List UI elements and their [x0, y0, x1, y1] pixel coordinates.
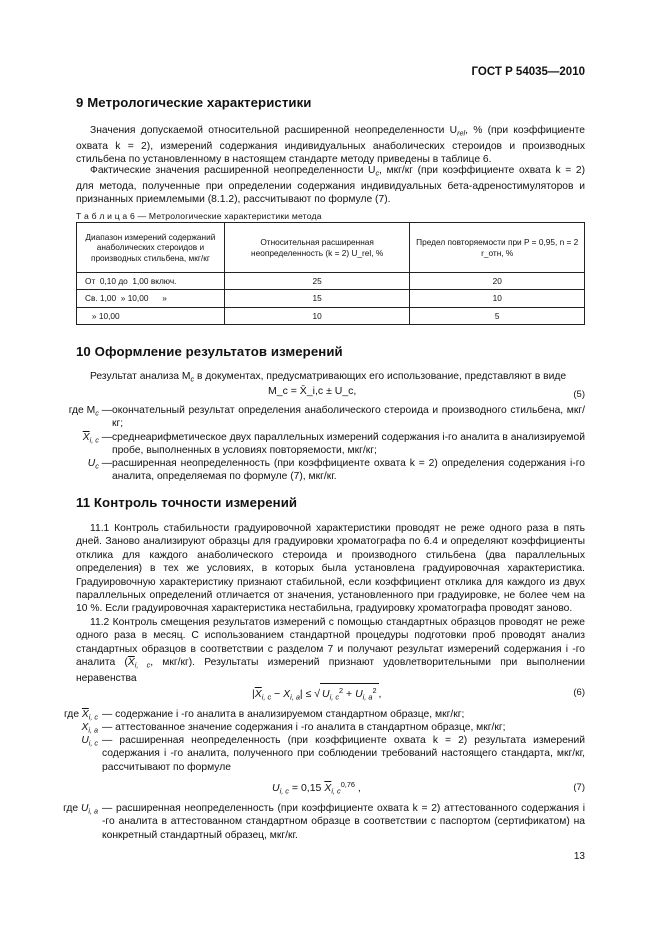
section-9-paragraph-1: Значения допускаемой относительной расширенной неопределенности $U_{rel}$, % (при коэффициенте охвата k = 2), измерений содержания индивидуальных анаболических стероидов и производных стильбена по установленному в настоящем стандарте методу приведены в таблице 6. [76, 125, 585, 166]
section-11-paragraph-2: 11.2 Контроль смещения результатов измерений с помощью стандартных образцов проводят не реже одного раза в месяц. С использованием стандартной процедуры подготовки проб проводят анализ стандартных образцов в соответствии с разделом 7 и получают результат измерений содержания i -го аналита ($\overline{X}_{i, c}$, мкг/кг). Результаты измерений признают удовлетворительными при выполнении неравенства [76, 617, 585, 685]
table-row [77, 307, 585, 324]
table-row [77, 273, 585, 290]
table-cell-repeatability: 20 [410, 273, 585, 290]
definition-xic-2: где $\overline{X}_{i, c}$ — содержание i -го аналита в анализируемом стандартном образце, мкг/кг; [64, 709, 465, 722]
definition-xic: $\overline{X}_{i, c}$ — среднеарифметическое двух параллельных измерений содержания i-го аналита в анализируемой пробе, выполненных в условиях повторяемости, мкг/кг; [82, 432, 585, 457]
table-cell-repeatability: 5 [410, 307, 585, 324]
section-10-title: 10 Оформление результатов измерений [76, 344, 343, 359]
table-cell-uncertainty: 10 [224, 307, 410, 324]
definition-uc: $U_c$ — расширенная неопределенность (при коэффициенте охвата k = 2) определения содержания i-го аналита, определяемая по формуле (7), мкг/кг. [87, 458, 585, 483]
table-cell-range: От 0,10 до 1,00 включ. [77, 273, 225, 290]
equation-number-7: (7) [573, 782, 585, 793]
table-cell-range: » 10,00 [77, 307, 225, 324]
definition-mc: где $M_c$ — окончательный результат определения анаболического стероида и производного стильбена, мкг/кг; [68, 405, 585, 430]
formula-5: M_c = X̄_i,c ± U_c, [268, 385, 357, 397]
table-header-uncertainty: Относительная расширенная неопределенность (k = 2) U_rel, % [224, 223, 410, 273]
formula-6: $|\overline{X}_{i, c} - X_{i, a}|$ ≤ √ $U_{i, c}^2 + U_{i, a}^2$ , [252, 683, 381, 704]
table-header-row [77, 223, 585, 273]
table-cell-range: Св. 1,00 » 10,00 » [77, 290, 225, 307]
definition-uic: $U_{i, c}$ — расширенная неопределенность (при коэффициенте охвата k = 2) результата измерений содержания i -го аналита, полученного при соблюдении требований настоящего стандарта, мкг/кг, рассчитывают по формуле [81, 735, 585, 773]
table-row [77, 290, 585, 307]
table-cell-repeatability: 10 [410, 290, 585, 307]
section-10-intro: Результат анализа $M_c$ в документах, предусматривающих его использование, представляют в виде [90, 371, 567, 384]
table-cell-uncertainty: 25 [224, 273, 410, 290]
formula-7: $U_{i, c} = 0,15$ $\overline{X}_{i, c}^{0,76}$ , [272, 780, 361, 796]
table-header-repeatability: Предел повторяемости при P = 0,95, n = 2 r_отн, % [410, 223, 585, 273]
section-9-title: 9 Метрологические характеристики [76, 95, 312, 110]
equation-number-6: (6) [573, 687, 585, 698]
definition-uia: где $U_{i, a}$ — расширенная неопределенность (при коэффициенте охвата k = 2) аттестованного содержания i -го аналита в аттестованном стандартном образце в соответствии с паспортом (сертификатом) на конкретный стандартный образец, мкг/кг. [63, 803, 585, 841]
table-6 [76, 222, 585, 325]
document-header: ГОСТ Р 54035—2010 [471, 66, 585, 78]
definition-xia: $X_{i, a}$ — аттестованное значение содержания i -го аналита в стандартном образце, мкг/кг; [81, 722, 506, 735]
table-header-range: Диапазон измерений содержаний анаболических стероидов и производных стильбена, мкг/кг [77, 223, 225, 273]
equation-number-5: (5) [573, 389, 585, 400]
section-11-paragraph-1: 11.1 Контроль стабильности градуировочной характеристики проводят не реже одного раза в пять дней. Заново анализируют образцы для градуировки хроматографа по 6.4 и определяют коэффициенты отклика для каждого анаболического стероида и производного стильбена (два параллельных определения) в тех же условиях, в которых была установлена градуировочная характеристика. Градуировочную характеристику признают стабильной, если коэффициент отклика для каждого из двух параллельных определений отличается от значения, установленного при градуировке, не более чем на 10 %. Если градуировочная характеристика нестабильна, градуировку хроматографа проводят заново. [76, 523, 585, 615]
section-11-title: 11 Контроль точности измерений [76, 495, 298, 510]
page-number: 13 [573, 851, 585, 862]
section-9-paragraph-2: Фактические значения расширенной неопределенности $U_c$, мкг/кг (при коэффициенте охвата k = 2) для метода, полученные при определении содержания индивидуальных бета-адреностимуляторов и признанных приемлемыми (8.1.2), рассчитывают по формуле (7). [76, 165, 586, 206]
table-6-caption: Т а б л и ц а 6 — Метрологические характеристики метода [76, 211, 322, 221]
table-cell-uncertainty: 15 [224, 290, 410, 307]
